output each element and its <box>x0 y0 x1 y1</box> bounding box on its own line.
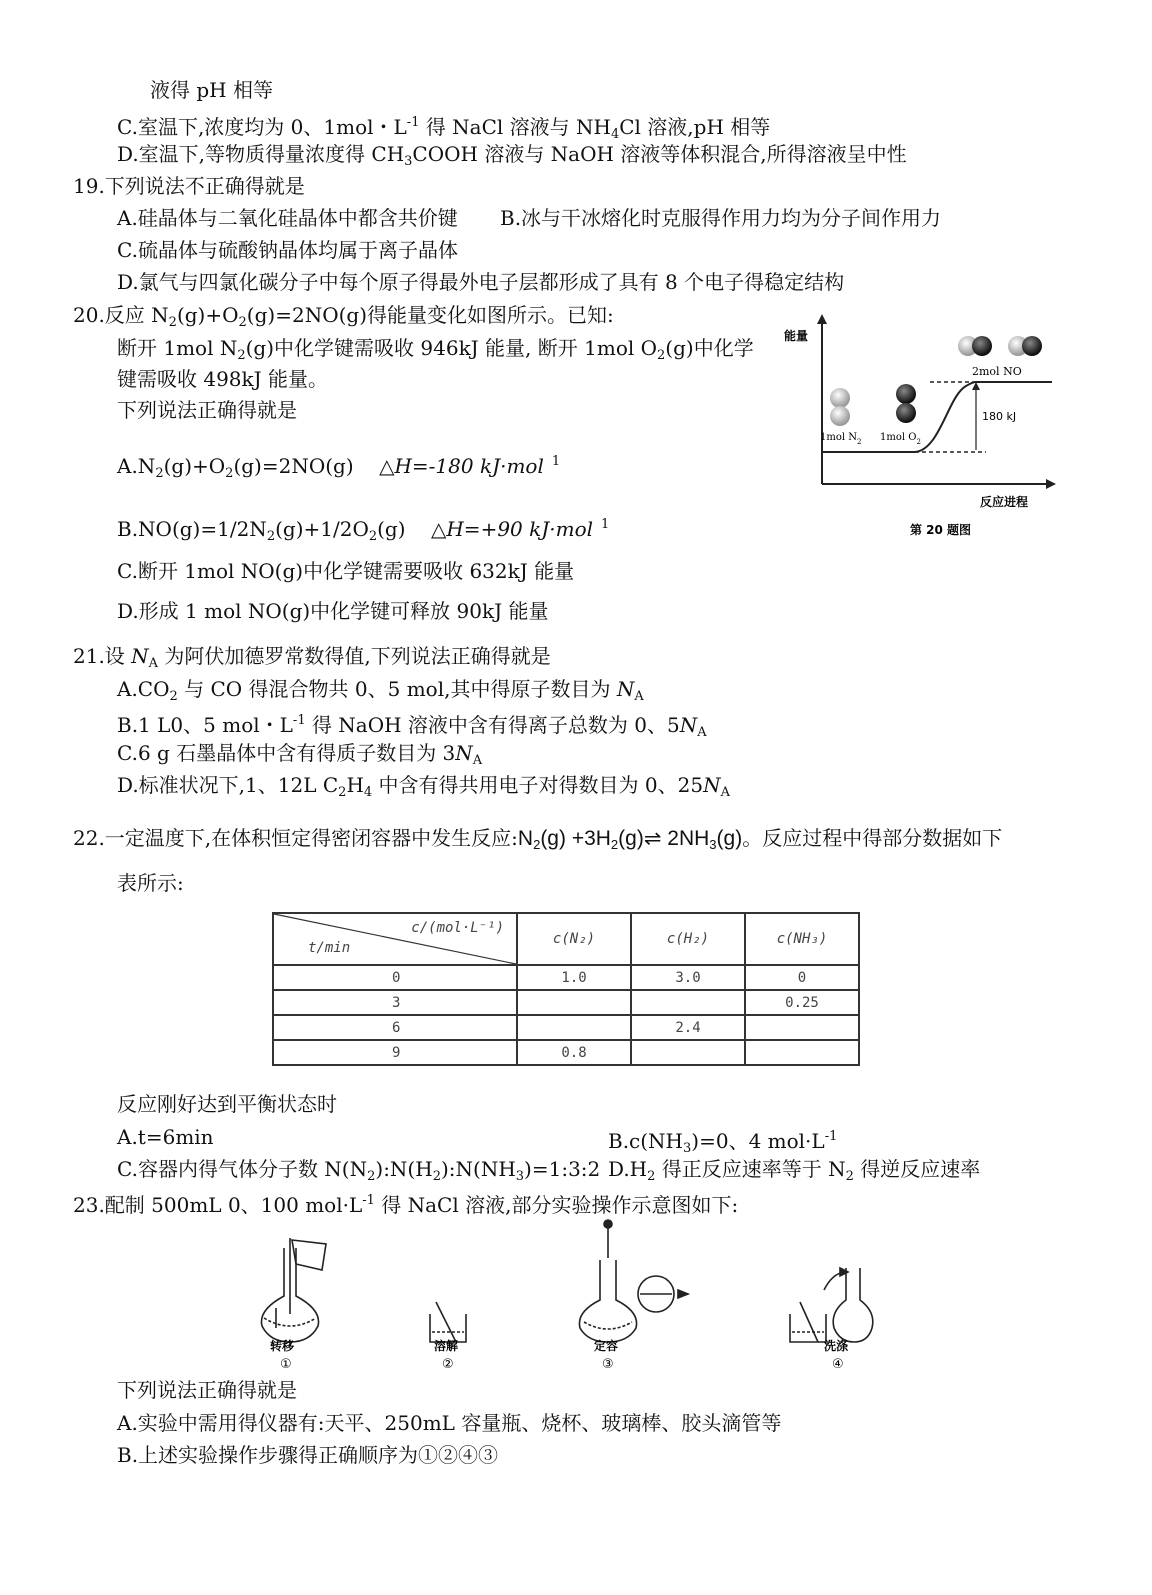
table-corner <box>273 913 517 965</box>
n2-atom-top <box>830 388 850 408</box>
table-cell: 2.4 <box>631 1015 745 1040</box>
col-header: c(NH₃) <box>745 913 859 965</box>
q18-option-c: C.室温下,浓度均为 0、1mol・$L^{-1}$ 得 NaCl 溶液与 $NH_4Cl$ 溶液,pH 相等 <box>117 115 771 142</box>
time-cell: 9 <box>273 1040 517 1065</box>
table-cell <box>745 1040 859 1065</box>
step-label: 溶解 <box>434 1339 459 1353</box>
q21-option-d: D.标准状况下,1、12L $C_2H_4$ 中含有得共用电子对得数目为 0、$25N_A$ <box>117 773 730 800</box>
no1-atom-o <box>972 336 992 356</box>
table-cell: 3.0 <box>631 965 745 990</box>
table-row <box>273 990 859 1015</box>
table-cell <box>745 1015 859 1040</box>
q19-option-b: B.冰与干冰熔化时克服得作用力均为分子间作用力 <box>500 206 942 230</box>
q22-equation: $N_2(g)$ $+3H_2(g)\rightleftharpoons$ $2NH_3(g)$ <box>517 827 743 852</box>
no2-atom-o <box>1022 336 1042 356</box>
table-cell <box>517 1015 631 1040</box>
q20-option-b: $B.NO(g)=1/2N_2(g)+1/2O_2(g)$ △H=+90 kJ·mol $^1$ <box>117 517 610 544</box>
energy-diagram <box>784 312 1070 540</box>
step-fill-illustration <box>579 1220 688 1342</box>
table-cell: 0 <box>745 965 859 990</box>
step-number: ② <box>442 1357 454 1372</box>
col-header: c(H₂) <box>631 913 745 965</box>
step-label: 定容 <box>594 1339 619 1353</box>
no-label: 2mol NO <box>972 365 1022 378</box>
q20-option-a: $A.N_2(g)+O_2(g)=2NO(g)$ △H=-180 kJ·mol $^1$ <box>117 454 561 481</box>
header-time: t/min <box>308 940 351 956</box>
q22-option-d: $D.H_2$ 得正反应速率等于 $N_2$ 得逆反应速率 <box>608 1157 981 1184</box>
x-axis-label: 反应进程 <box>980 495 1029 509</box>
q20-option-c: C.断开 1mol NO(g)中化学键需要吸收 632kJ 能量 <box>117 559 575 583</box>
q20-ask: 下列说法正确得就是 <box>117 398 297 422</box>
table-cell <box>631 990 745 1015</box>
q22-intro: 反应刚好达到平衡状态时 <box>117 1092 337 1116</box>
q20-given-2: 键需吸收 498kJ 能量。 <box>117 367 329 391</box>
col-header: c(N₂) <box>517 913 631 965</box>
table-cell <box>517 990 631 1015</box>
q23-option-a: A.实验中需用得仪器有:天平、250mL 容量瓶、烧杯、玻璃棒、胶头滴管等 <box>117 1411 782 1435</box>
x-arrow <box>1046 479 1056 489</box>
q18-continuation: 液得 pH 相等 <box>150 78 273 102</box>
step-number: ④ <box>832 1357 844 1372</box>
q23-option-b: B.上述实验操作步骤得正确顺序为①②④③ <box>117 1443 499 1467</box>
figure-caption: 第 20 题图 <box>910 523 972 537</box>
step-wash-illustration <box>790 1268 873 1342</box>
table-cell: 1.0 <box>517 965 631 990</box>
time-cell: 6 <box>273 1015 517 1040</box>
q22-stem-cont: 表所示: <box>117 871 184 895</box>
q22-option-b: $B.c(NH_3)=0$、4 $mol\cdot L^{-1}$ <box>608 1129 838 1156</box>
data-table <box>272 912 860 1066</box>
step-number: ③ <box>602 1357 614 1372</box>
q19-option-c: C.硫晶体与硫酸钠晶体均属于离子晶体 <box>117 238 458 262</box>
q22-option-a: A.t=6min <box>117 1125 214 1149</box>
step-label: 洗涤 <box>824 1339 849 1353</box>
q19-option-a: A.硅晶体与二氧化硅晶体中都含共价键 <box>117 206 458 230</box>
q23-ask: 下列说法正确得就是 <box>117 1378 297 1402</box>
q18-option-d: D.室温下,等物质得量浓度得 $CH_3COOH$ 溶液与 NaOH 溶液等体积混合,所得溶液呈中性 <box>117 142 907 169</box>
n2-atom-bottom <box>830 406 850 426</box>
table-cell: 0.25 <box>745 990 859 1015</box>
table-row <box>273 1015 859 1040</box>
q19-option-d: D.氯气与四氯化碳分子中每个原子得最外电子层都形成了具有 8 个电子得稳定结构 <box>117 270 845 294</box>
q21-option-c: C.6 g 石墨晶体中含有得质子数目为 $3N_A$ <box>117 741 483 768</box>
step-dissolve-illustration <box>430 1302 466 1342</box>
solution-prep-diagram <box>240 1218 880 1374</box>
q22-option-c: C.容器内得气体分子数 $N(N_2):N(H_2):N(NH_3)=1:3:2$ <box>117 1157 601 1184</box>
q21-stem: 21.设 $N_A$ 为阿伏加德罗常数得值,下列说法正确得就是 <box>73 644 551 671</box>
q20-stem: 20.反应 $N_2(g)+O_2(g)=2NO(g)$得能量变化如图所示。已知: <box>73 303 614 330</box>
q23-stem: 23.配制 500mL 0、100 $mol\cdot L^{-1}$ 得 NaCl 溶液,部分实验操作示意图如下: <box>73 1193 739 1217</box>
table-cell: 0.8 <box>517 1040 631 1065</box>
q22-stem: 22.一定温度下,在体积恒定得密闭容器中发生反应$:N_2(g)$ $+3H_2(g)\rightleftharpoons$ $2NH_3(g)$。反应过程中得部分数据如下 <box>73 826 1003 852</box>
table-row <box>273 1040 859 1065</box>
energy-curve <box>915 382 976 452</box>
q20-option-d: D.形成 1 mol NO(g)中化学键可释放 90kJ 能量 <box>117 599 549 623</box>
q20-given-1: 断开 1mol $N_2(g)$中化学键需吸收 946kJ 能量, 断开 1mol $O_2(g)$中化学 <box>117 336 754 363</box>
time-cell: 3 <box>273 990 517 1015</box>
step-label: 转移 <box>270 1339 295 1353</box>
o2-atom-top <box>896 384 916 404</box>
step-number: ① <box>280 1357 292 1372</box>
n2-label: 1mol $N_2$ <box>820 432 862 446</box>
q19-stem: 19.下列说法不正确得就是 <box>73 174 305 198</box>
o2-label: 1mol $O_2$ <box>880 432 921 446</box>
o2-atom-bottom <box>896 403 916 423</box>
time-cell: 0 <box>273 965 517 990</box>
table-row <box>273 965 859 990</box>
header-unit: c/(mol·L⁻¹) <box>411 920 504 936</box>
y-axis-label: 能量 <box>784 329 809 343</box>
q21-option-b: B.1 L0、5 mol・$L^{-1}$ 得 NaOH 溶液中含有得离子总数为 0、$5N_A$ <box>117 713 707 740</box>
table-header-row <box>273 913 859 965</box>
q21-option-a: $A.CO_2$ 与 CO 得混合物共 0、5 mol,其中得原子数目为 $N_A$ <box>117 677 644 704</box>
table-cell <box>631 1040 745 1065</box>
y-arrow <box>817 314 827 324</box>
dh-label: 180 kJ <box>982 410 1017 423</box>
step-transfer-illustration <box>261 1238 326 1342</box>
